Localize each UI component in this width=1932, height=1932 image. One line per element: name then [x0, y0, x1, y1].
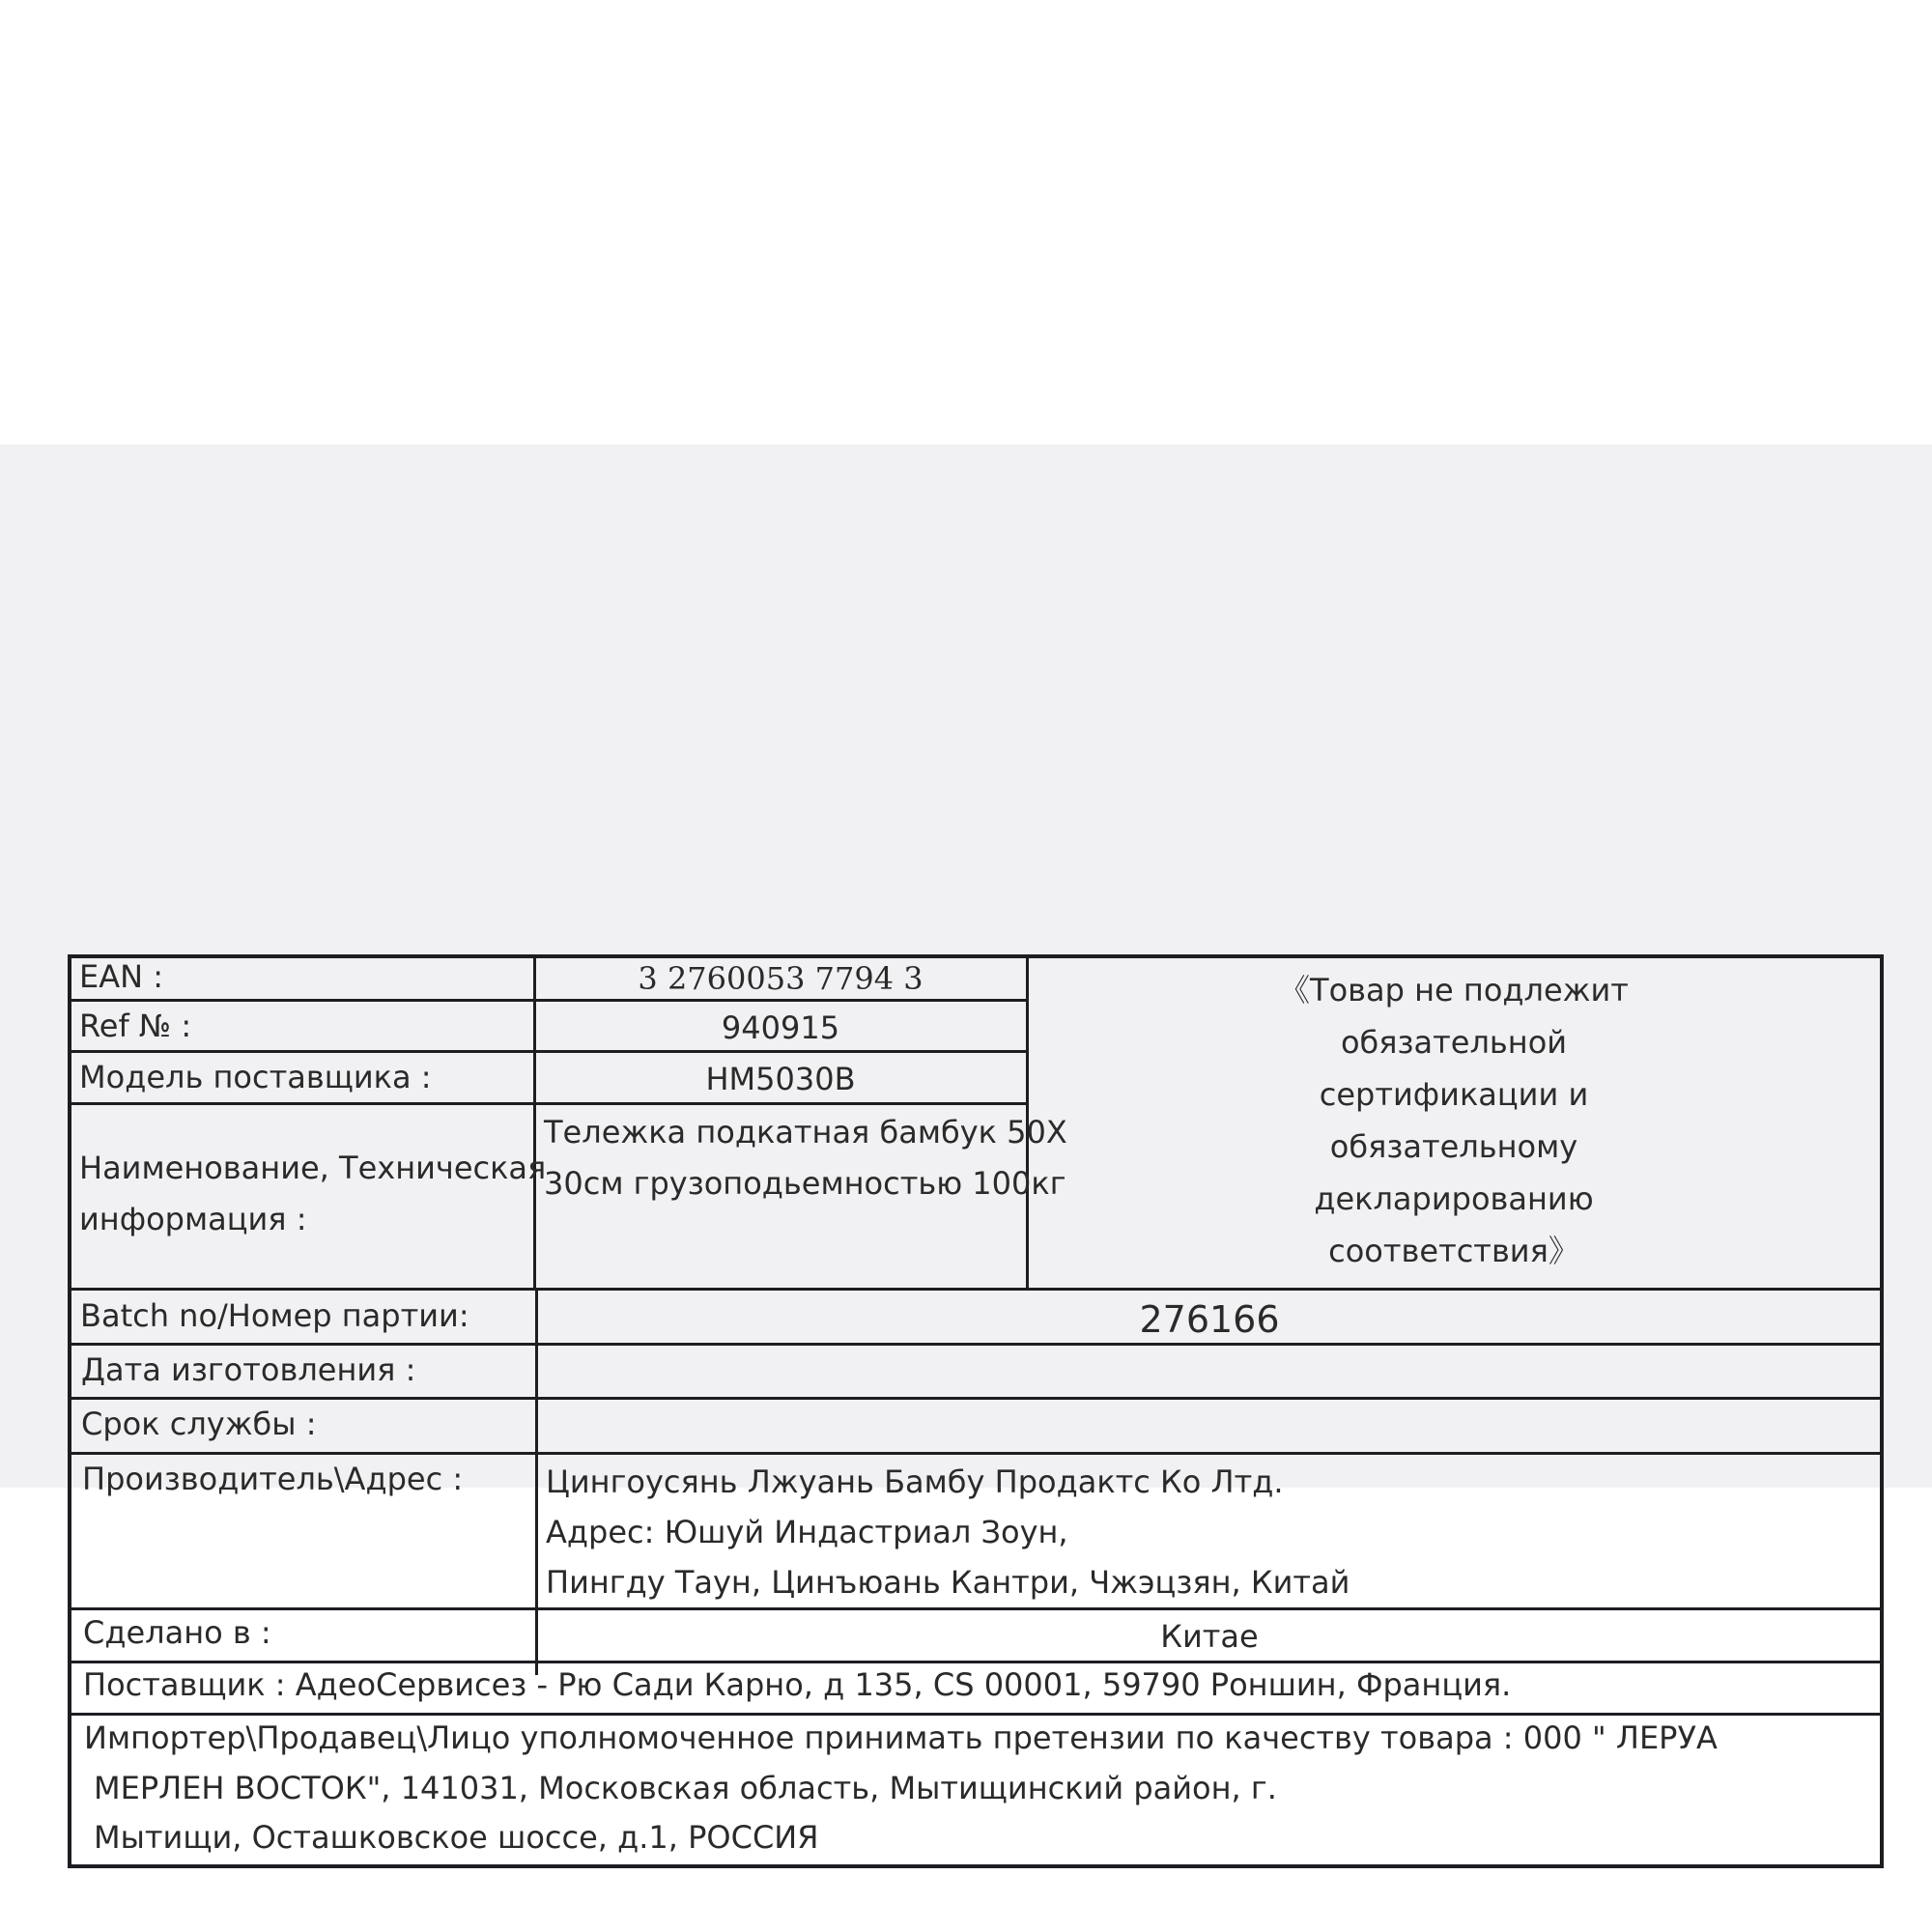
- product-name-line-2: 30см грузоподьемностью 100кг: [544, 1165, 1066, 1202]
- row-divider-made-in: [68, 1661, 1884, 1663]
- service-life-label: Срок службы :: [81, 1406, 317, 1442]
- row-divider-name: [68, 1288, 1884, 1291]
- product-label-table: [68, 954, 1884, 1868]
- batch-number-value: 276166: [1139, 1298, 1280, 1341]
- importer-line-1: Импортер\Продавец\Лицо уполномоченное принимать претензии по качеству товара : 000 " ЛЕРУА: [84, 1719, 1718, 1756]
- certification-note-line-2: обязательной: [1340, 1024, 1568, 1061]
- certification-note-line-4: обязательному: [1329, 1128, 1578, 1165]
- row-divider-ref: [68, 1050, 1029, 1053]
- name-technical-info-label-line-2: информация :: [79, 1201, 307, 1237]
- row-divider-service: [68, 1452, 1884, 1455]
- batch-number-label: Batch no/Номер партии:: [80, 1297, 469, 1334]
- supplier-model-value: HM5030B: [705, 1061, 856, 1097]
- supplier-model-label: Модель поставщика :: [79, 1059, 432, 1095]
- row-divider-ean: [68, 999, 1029, 1002]
- manufacturer-address-line-2: Пингду Таун, Цинъюань Кантри, Чжэцзян, Китай: [546, 1564, 1350, 1601]
- certification-note-line-6: соответствия》: [1328, 1233, 1579, 1269]
- divider-lower-left-column: [535, 1288, 538, 1675]
- manufacturer-address-label: Производитель\Адрес :: [82, 1461, 464, 1497]
- ean-label: EAN :: [79, 958, 163, 995]
- manufacture-date-label: Дата изготовления :: [81, 1351, 416, 1388]
- made-in-value: Китае: [1160, 1618, 1259, 1655]
- label-card: [0, 444, 1932, 1856]
- row-divider-date: [68, 1397, 1884, 1400]
- divider-left-column-top: [533, 954, 536, 1289]
- name-technical-info-label-line-1: Наименование, Техническая: [79, 1150, 547, 1186]
- row-divider-batch: [68, 1343, 1884, 1346]
- supplier-line: Поставщик : АдеоСервисез - Рю Сади Карно, д 135, CS 00001, 59790 Роншин, Франция.: [83, 1666, 1512, 1703]
- manufacturer-name: Цингоусянь Лжуань Бамбу Продактс Ко Лтд.: [546, 1463, 1284, 1500]
- row-divider-manufacturer: [68, 1607, 1884, 1610]
- certification-note-line-5: декларированию: [1314, 1180, 1594, 1217]
- manufacturer-address-line-1: Адрес: Юшуй Индастриал Зоун,: [546, 1514, 1068, 1550]
- ref-value: 940915: [721, 1009, 840, 1046]
- product-name-line-1: Тележка подкатная бамбук 50X: [544, 1114, 1067, 1151]
- certification-note-line-1: 《Товар не подлежит: [1279, 972, 1629, 1009]
- made-in-label: Сделано в :: [83, 1614, 271, 1651]
- importer-line-2: МЕРЛЕН ВОСТОК", 141031, Московская область, Мытищинский район, г.: [94, 1770, 1277, 1806]
- row-divider-model: [68, 1102, 1029, 1105]
- ean-value: 3 2760053 7794 3: [638, 960, 923, 997]
- row-divider-supplier: [68, 1713, 1884, 1716]
- ref-label: Ref № :: [79, 1008, 192, 1044]
- importer-line-3: Мытищи, Осташковское шоссе, д.1, РОССИЯ: [94, 1819, 819, 1856]
- certification-note-line-3: сертификации и: [1319, 1076, 1589, 1113]
- certification-note: [1029, 964, 1879, 1277]
